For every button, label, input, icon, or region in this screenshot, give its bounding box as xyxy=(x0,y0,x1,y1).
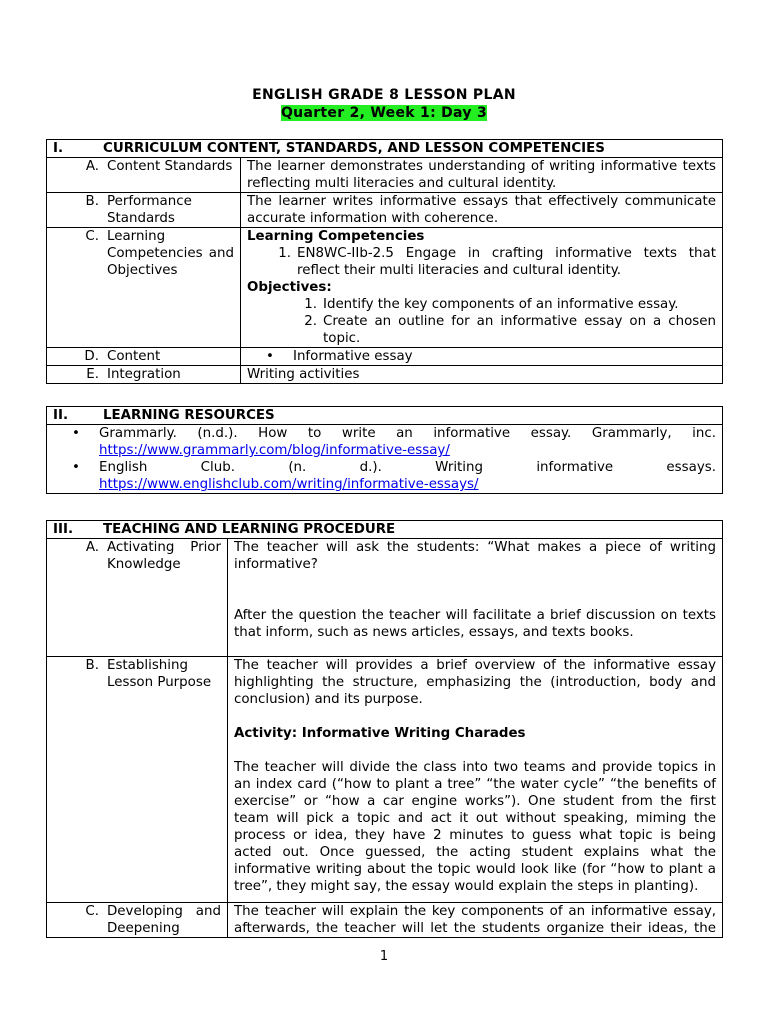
table-row xyxy=(47,228,723,348)
section2-heading: LEARNING RESOURCES xyxy=(103,408,275,423)
bullet-icon: • xyxy=(72,460,80,475)
paragraph: The teacher will divide the class into two teams and provide topics in an index card (“how to plant a tree” “the water cycle” “the benefits of exercise” or “how a car engine works”). One student from the first team will pick a topic and act it out without speaking, miming the process or idea, they have 2 minutes to guess what topic is being acted out. Once guessed, the acting student explains what the informative writing about the topic would look like (for “how to plant a tree”, they might say, the essay would explain the steps in planting). xyxy=(234,760,717,894)
section1-numeral: I. xyxy=(53,141,64,156)
list-number: 1. xyxy=(278,246,291,261)
table-row xyxy=(47,348,723,366)
page-number: 1 xyxy=(379,949,389,964)
paragraph: The teacher will ask the students: “What makes a piece of writing informative? xyxy=(234,540,717,572)
procedure-table xyxy=(46,520,723,938)
row-label: Integration xyxy=(107,367,181,382)
row-letter: A. xyxy=(85,540,99,555)
row-label: Content xyxy=(107,349,161,364)
section3-heading: TEACHING AND LEARNING PROCEDURE xyxy=(103,522,396,537)
row-letter: C. xyxy=(85,904,99,919)
competency-item: EN8WC-IIb-2.5 Engage in crafting informative texts that reflect their multi literacies and cultural identity. xyxy=(297,246,716,278)
row-content: Writing activities xyxy=(241,366,723,384)
table-row xyxy=(47,903,723,938)
objective-item: Identify the key components of an informative essay. xyxy=(323,297,679,312)
highlighted-subtitle: Quarter 2, Week 1: Day 3 xyxy=(280,105,488,121)
paragraph: The teacher will explain the key components of an informative essay, afterwards, the teacher will let the students organize their ideas, the xyxy=(228,903,723,938)
section1-header xyxy=(47,140,723,158)
paragraph: The teacher will provides a brief overview of the informative essay highlighting the structure, emphasizing the (introduction, body and conclusion) and its purpose. xyxy=(234,658,717,707)
document-title: ENGLISH GRADE 8 LESSON PLAN xyxy=(252,87,516,103)
list-number: 2. xyxy=(304,314,317,329)
objective-item: Create an outline for an informative essay on a chosen topic. xyxy=(323,314,716,346)
row-letter: E. xyxy=(86,367,99,382)
section3-numeral: III. xyxy=(53,522,74,537)
row-letter: C. xyxy=(85,229,99,244)
activity-heading: Activity: Informative Writing Charades xyxy=(234,726,526,741)
row-content: The learner writes informative essays that effectively communicate accurate information with coherence. xyxy=(241,193,723,228)
list-item xyxy=(53,459,716,476)
row-content: The learner demonstrates understanding of writing informative texts reflecting multi literacies and cultural identity. xyxy=(241,158,723,193)
section2-header xyxy=(47,407,723,425)
paragraph: After the question the teacher will facilitate a brief discussion on texts that inform, such as news articles, essays, and texts books. xyxy=(234,608,717,640)
resources-table xyxy=(46,406,723,494)
table-row xyxy=(47,657,723,903)
bullet-icon: • xyxy=(266,349,274,364)
table-row xyxy=(47,158,723,193)
resource-citation: Grammarly. (n.d.). How to write an informative essay. Grammarly, inc. xyxy=(99,426,716,441)
row-content: Informative essay xyxy=(293,349,413,364)
table-row xyxy=(47,193,723,228)
row-label: Learning Competencies and Objectives xyxy=(107,229,234,278)
row-label: Developing and Deepening xyxy=(107,904,221,936)
section1-heading: CURRICULUM CONTENT, STANDARDS, AND LESSON COMPETENCIES xyxy=(103,141,605,156)
row-letter: A. xyxy=(85,159,99,174)
section2-numeral: II. xyxy=(53,408,69,423)
row-label: Content Standards xyxy=(107,159,233,174)
resource-citation: English Club. (n. d.). Writing informative essays. xyxy=(99,460,716,475)
row-label: Establishing Lesson Purpose xyxy=(107,658,212,690)
row-letter: B. xyxy=(85,658,99,673)
resource-link[interactable]: https://www.grammarly.com/blog/informative-essay/ xyxy=(99,443,450,458)
list-number: 1. xyxy=(304,297,317,312)
row-label: Performance Standards xyxy=(107,194,192,226)
resource-link[interactable]: https://www.englishclub.com/writing/informative-essays/ xyxy=(99,477,479,492)
list-item xyxy=(53,425,716,442)
objectives-heading: Objectives: xyxy=(247,280,332,295)
competencies-heading: Learning Competencies xyxy=(247,229,425,244)
row-label: Activating Prior Knowledge xyxy=(107,540,221,572)
table-row xyxy=(47,539,723,657)
table-row xyxy=(47,425,723,494)
row-letter: D. xyxy=(84,349,99,364)
table-row xyxy=(47,366,723,384)
row-letter: B. xyxy=(85,194,99,209)
curriculum-table xyxy=(46,139,723,384)
section3-header xyxy=(47,521,723,539)
document-subtitle xyxy=(0,104,768,122)
bullet-icon: • xyxy=(72,426,80,441)
